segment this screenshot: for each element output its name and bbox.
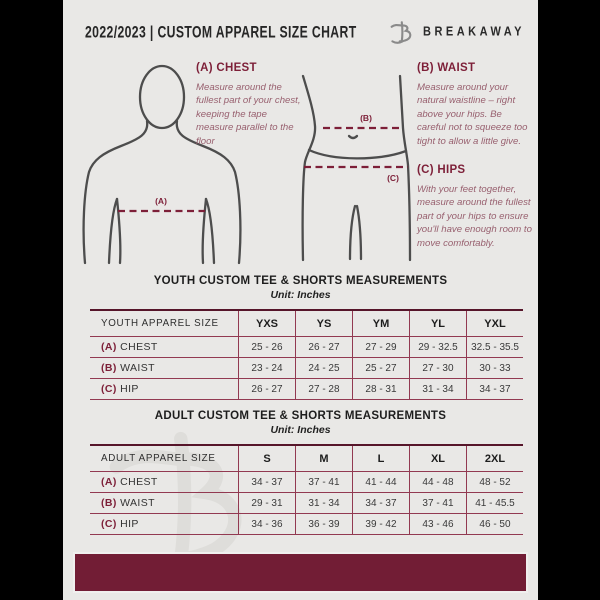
measurement-cell: 28 - 31 [353, 379, 410, 400]
measurement-cell: 48 - 52 [467, 472, 524, 493]
size-column-header: S [239, 445, 296, 472]
youth-size-table [90, 309, 523, 400]
size-column-header: YS [296, 310, 353, 337]
adult-table-title: ADULT CUSTOM TEE & SHORTS MEASUREMENTS [154, 410, 447, 422]
measurement-cell: 39 - 42 [353, 514, 410, 535]
measurement-cell: 25 - 27 [353, 358, 410, 379]
measurement-cell: 43 - 46 [410, 514, 467, 535]
measurement-cell: 34 - 36 [239, 514, 296, 535]
row-label: (B) WAIST [90, 358, 239, 379]
table-header-row [90, 310, 523, 337]
upper-body-figure [84, 66, 241, 263]
row-label-prefix: (C) [101, 383, 117, 395]
hips-description: With your feet together, measure around the fullest part of your hips to ensure you'll have enough room to move comfortably. [417, 184, 532, 249]
adult-table-unit: Unit: Inches [270, 424, 331, 436]
measurement-cell: 29 - 31 [239, 493, 296, 514]
measurement-lines [118, 128, 408, 211]
chest-heading: (A) CHEST [196, 62, 257, 74]
row-label: (B) WAIST [90, 493, 239, 514]
measurement-cell: 31 - 34 [410, 379, 467, 400]
waist-line-label: (B) [360, 113, 372, 123]
table-header-row [90, 445, 523, 472]
measurement-cell: 25 - 26 [239, 337, 296, 358]
measurement-cell: 34 - 37 [353, 493, 410, 514]
size-column-header: YM [353, 310, 410, 337]
waist-description: Measure around your natural waistline – right above your hips. Be careful not to squeeze too tight to allow a little give. [417, 82, 528, 147]
hips-heading: (C) HIPS [417, 164, 466, 176]
row-label-prefix: (B) [101, 497, 117, 509]
size-chart-page [63, 0, 538, 600]
adult-size-table [90, 444, 523, 535]
measurement-cell: 34 - 37 [239, 472, 296, 493]
table-row [90, 514, 523, 535]
measurement-cell: 31 - 34 [296, 493, 353, 514]
hips-line-label: (C) [387, 173, 399, 183]
measurement-cell: 37 - 41 [410, 493, 467, 514]
chest-line-label: (A) [155, 196, 167, 206]
measurement-cell: 41 - 45.5 [467, 493, 524, 514]
waist-heading: (B) WAIST [417, 62, 476, 74]
size-column-header: YXS [239, 310, 296, 337]
table-row [90, 358, 523, 379]
measurement-line-labels [155, 113, 399, 206]
footer-bar [73, 552, 528, 593]
measurement-cell: 27 - 30 [410, 358, 467, 379]
measurement-cell: 30 - 33 [467, 358, 524, 379]
row-label: (C) HIP [90, 379, 239, 400]
page-title: 2022/2023 | CUSTOM APPAREL SIZE CHART [85, 21, 357, 42]
table-row [90, 493, 523, 514]
measurement-cell: 23 - 24 [239, 358, 296, 379]
measurement-cell: 24 - 25 [296, 358, 353, 379]
size-column-header: L [353, 445, 410, 472]
size-column-header: YXL [467, 310, 524, 337]
measurement-cell: 32.5 - 35.5 [467, 337, 524, 358]
row-label-column-header: ADULT APPAREL SIZE [90, 445, 239, 472]
measurement-cell: 37 - 41 [296, 472, 353, 493]
size-column-header: XL [410, 445, 467, 472]
breakaway-b-logo-icon [390, 19, 416, 45]
row-label: (C) HIP [90, 514, 239, 535]
row-label-prefix: (A) [101, 341, 117, 353]
table-row [90, 472, 523, 493]
measurement-cell: 34 - 37 [467, 379, 524, 400]
hips-instructions [417, 164, 535, 250]
row-label-prefix: (C) [101, 518, 117, 530]
youth-table-title: YOUTH CUSTOM TEE & SHORTS MEASUREMENTS [153, 275, 448, 287]
row-label: (A) CHEST [90, 337, 239, 358]
size-column-header: YL [410, 310, 467, 337]
measurement-cell: 26 - 27 [239, 379, 296, 400]
page-header [63, 0, 538, 48]
chest-instructions [196, 62, 302, 148]
measurement-cell: 44 - 48 [410, 472, 467, 493]
table-row [90, 379, 523, 400]
brand [390, 19, 525, 45]
measurement-cell: 41 - 44 [353, 472, 410, 493]
table-row [90, 337, 523, 358]
size-column-header: M [296, 445, 353, 472]
measurement-cell: 29 - 32.5 [410, 337, 467, 358]
youth-table-section [90, 275, 519, 400]
row-label-prefix: (B) [101, 362, 117, 374]
row-label: (A) CHEST [90, 472, 239, 493]
row-label-prefix: (A) [101, 476, 117, 488]
youth-table-unit: Unit: Inches [270, 289, 331, 301]
lower-body-figure [303, 76, 410, 260]
measurement-cell: 36 - 39 [296, 514, 353, 535]
measurement-cell: 27 - 28 [296, 379, 353, 400]
measurement-cell: 46 - 50 [467, 514, 524, 535]
measurement-cell: 26 - 27 [296, 337, 353, 358]
size-column-header: 2XL [467, 445, 524, 472]
chest-description: Measure around the fullest part of your chest, keeping the tape measure parallel to the floor [196, 82, 301, 147]
row-label-column-header: YOUTH APPAREL SIZE [90, 310, 239, 337]
brand-name: BREAKAWAY [423, 24, 525, 40]
waist-instructions [417, 62, 531, 148]
adult-table-section [90, 410, 515, 535]
measurement-cell: 27 - 29 [353, 337, 410, 358]
